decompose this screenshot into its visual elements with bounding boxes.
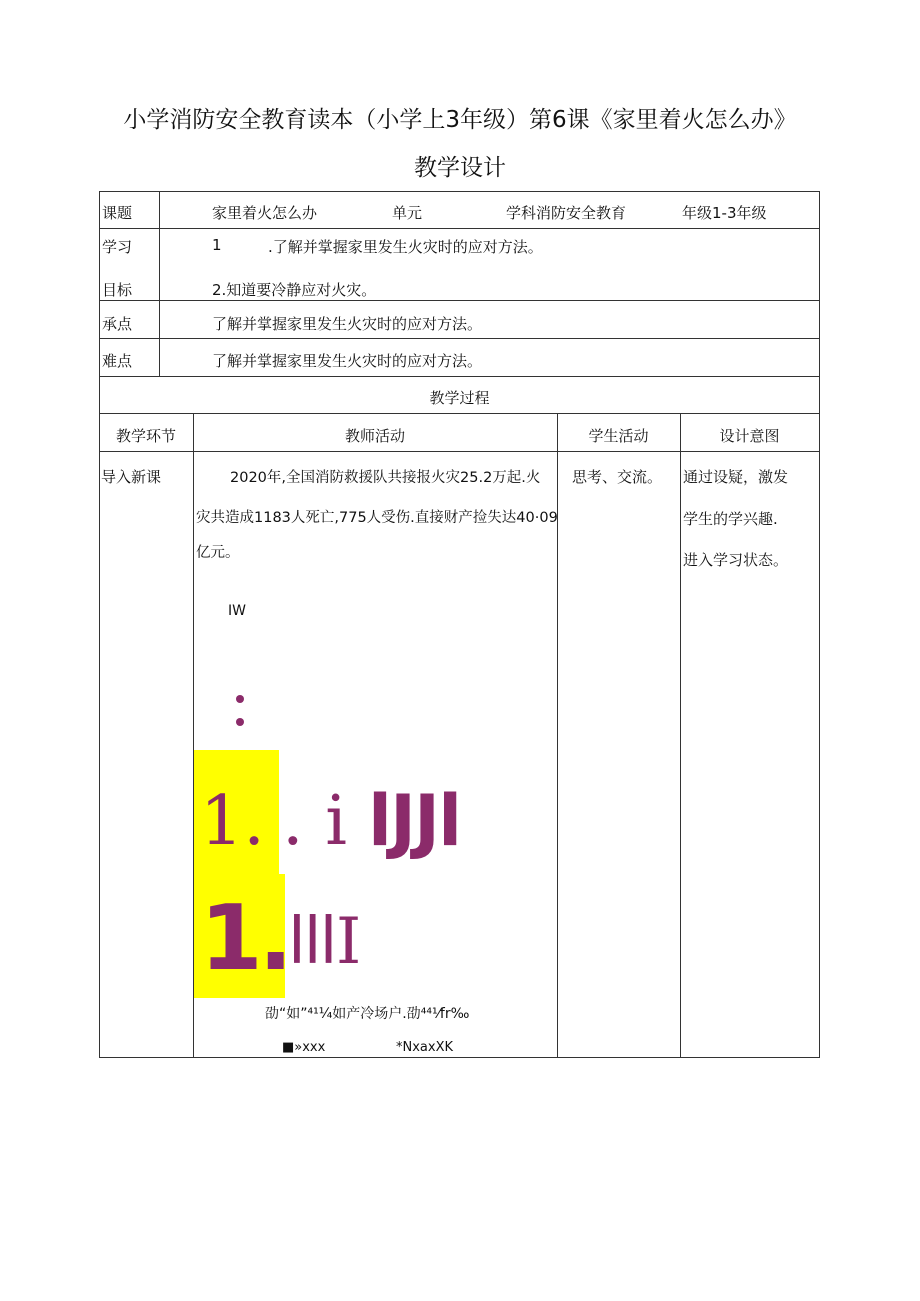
intent-line-2: 学生的学兴趣.	[683, 510, 778, 528]
big-text-1b: . i	[282, 782, 347, 861]
goals-label-top: 学习	[102, 238, 133, 256]
difficult-point-label: 难点	[102, 352, 133, 370]
stage-cell: 导入新课	[101, 468, 162, 486]
student-activity: 思考、交流。	[572, 468, 663, 486]
goal-1-number: 1	[212, 236, 222, 254]
big-number-2: 1.	[200, 886, 289, 991]
garbled-line-2b: *NxaxXK	[396, 1040, 454, 1055]
header-student: 学生活动	[588, 427, 649, 445]
big-number-1: 1.	[200, 782, 265, 861]
document-subtitle: 教学设计	[414, 155, 506, 181]
goal-1-text: .了解并掌握家里发生火灾时的应对方法。	[268, 238, 543, 256]
document-title: 小学消防安全教育读本（小学上3年级）第6课《家里着火怎么办》	[123, 107, 797, 133]
subject-value: 学科消防安全教育	[506, 204, 627, 222]
goal-2-text: 2.知道要冷静应对火灾。	[212, 281, 377, 299]
teacher-iw-text: IW	[228, 603, 246, 619]
garbled-line-1: 劭“如”⁴¹¼如产冷场户.劭⁴⁴¹⁄fr‰	[265, 1006, 470, 1022]
topic-value: 家里着火怎么办	[212, 204, 318, 222]
intent-line-1: 通过设疑，激发	[683, 468, 789, 486]
goals-label-bottom: 目标	[102, 281, 133, 299]
topic-label: 课题	[102, 204, 133, 222]
teacher-line-2: 灾共造成1183人死亡,775人受伤.直接财产捡失达40·09	[196, 510, 558, 526]
key-point-label: 承点	[102, 315, 133, 333]
header-stage: 教学环节	[115, 427, 176, 445]
teacher-line-1: 2020年,全国消防救援队共接报火灾25.2万起.火	[230, 470, 541, 486]
garbled-line-2a: ■»xxx	[282, 1040, 326, 1055]
key-point-value: 了解并掌握家里发生火灾时的应对方法。	[212, 315, 483, 333]
big-text-2b: lll	[288, 905, 336, 979]
process-title: 教学过程	[429, 389, 490, 407]
grade-value: 年级1-3年级	[682, 204, 767, 222]
intent-line-3: 进入学习状态。	[683, 551, 789, 569]
difficult-point-value: 了解并掌握家里发生火灾时的应对方法。	[212, 352, 483, 370]
big-text-2c: I	[336, 905, 362, 979]
header-teacher: 教师活动	[344, 427, 405, 445]
unit-label: 单元	[392, 204, 423, 222]
teacher-line-3: 亿元。	[196, 545, 240, 561]
header-intent: 设计意图	[719, 427, 780, 445]
big-text-1c: lJJl	[368, 780, 461, 862]
